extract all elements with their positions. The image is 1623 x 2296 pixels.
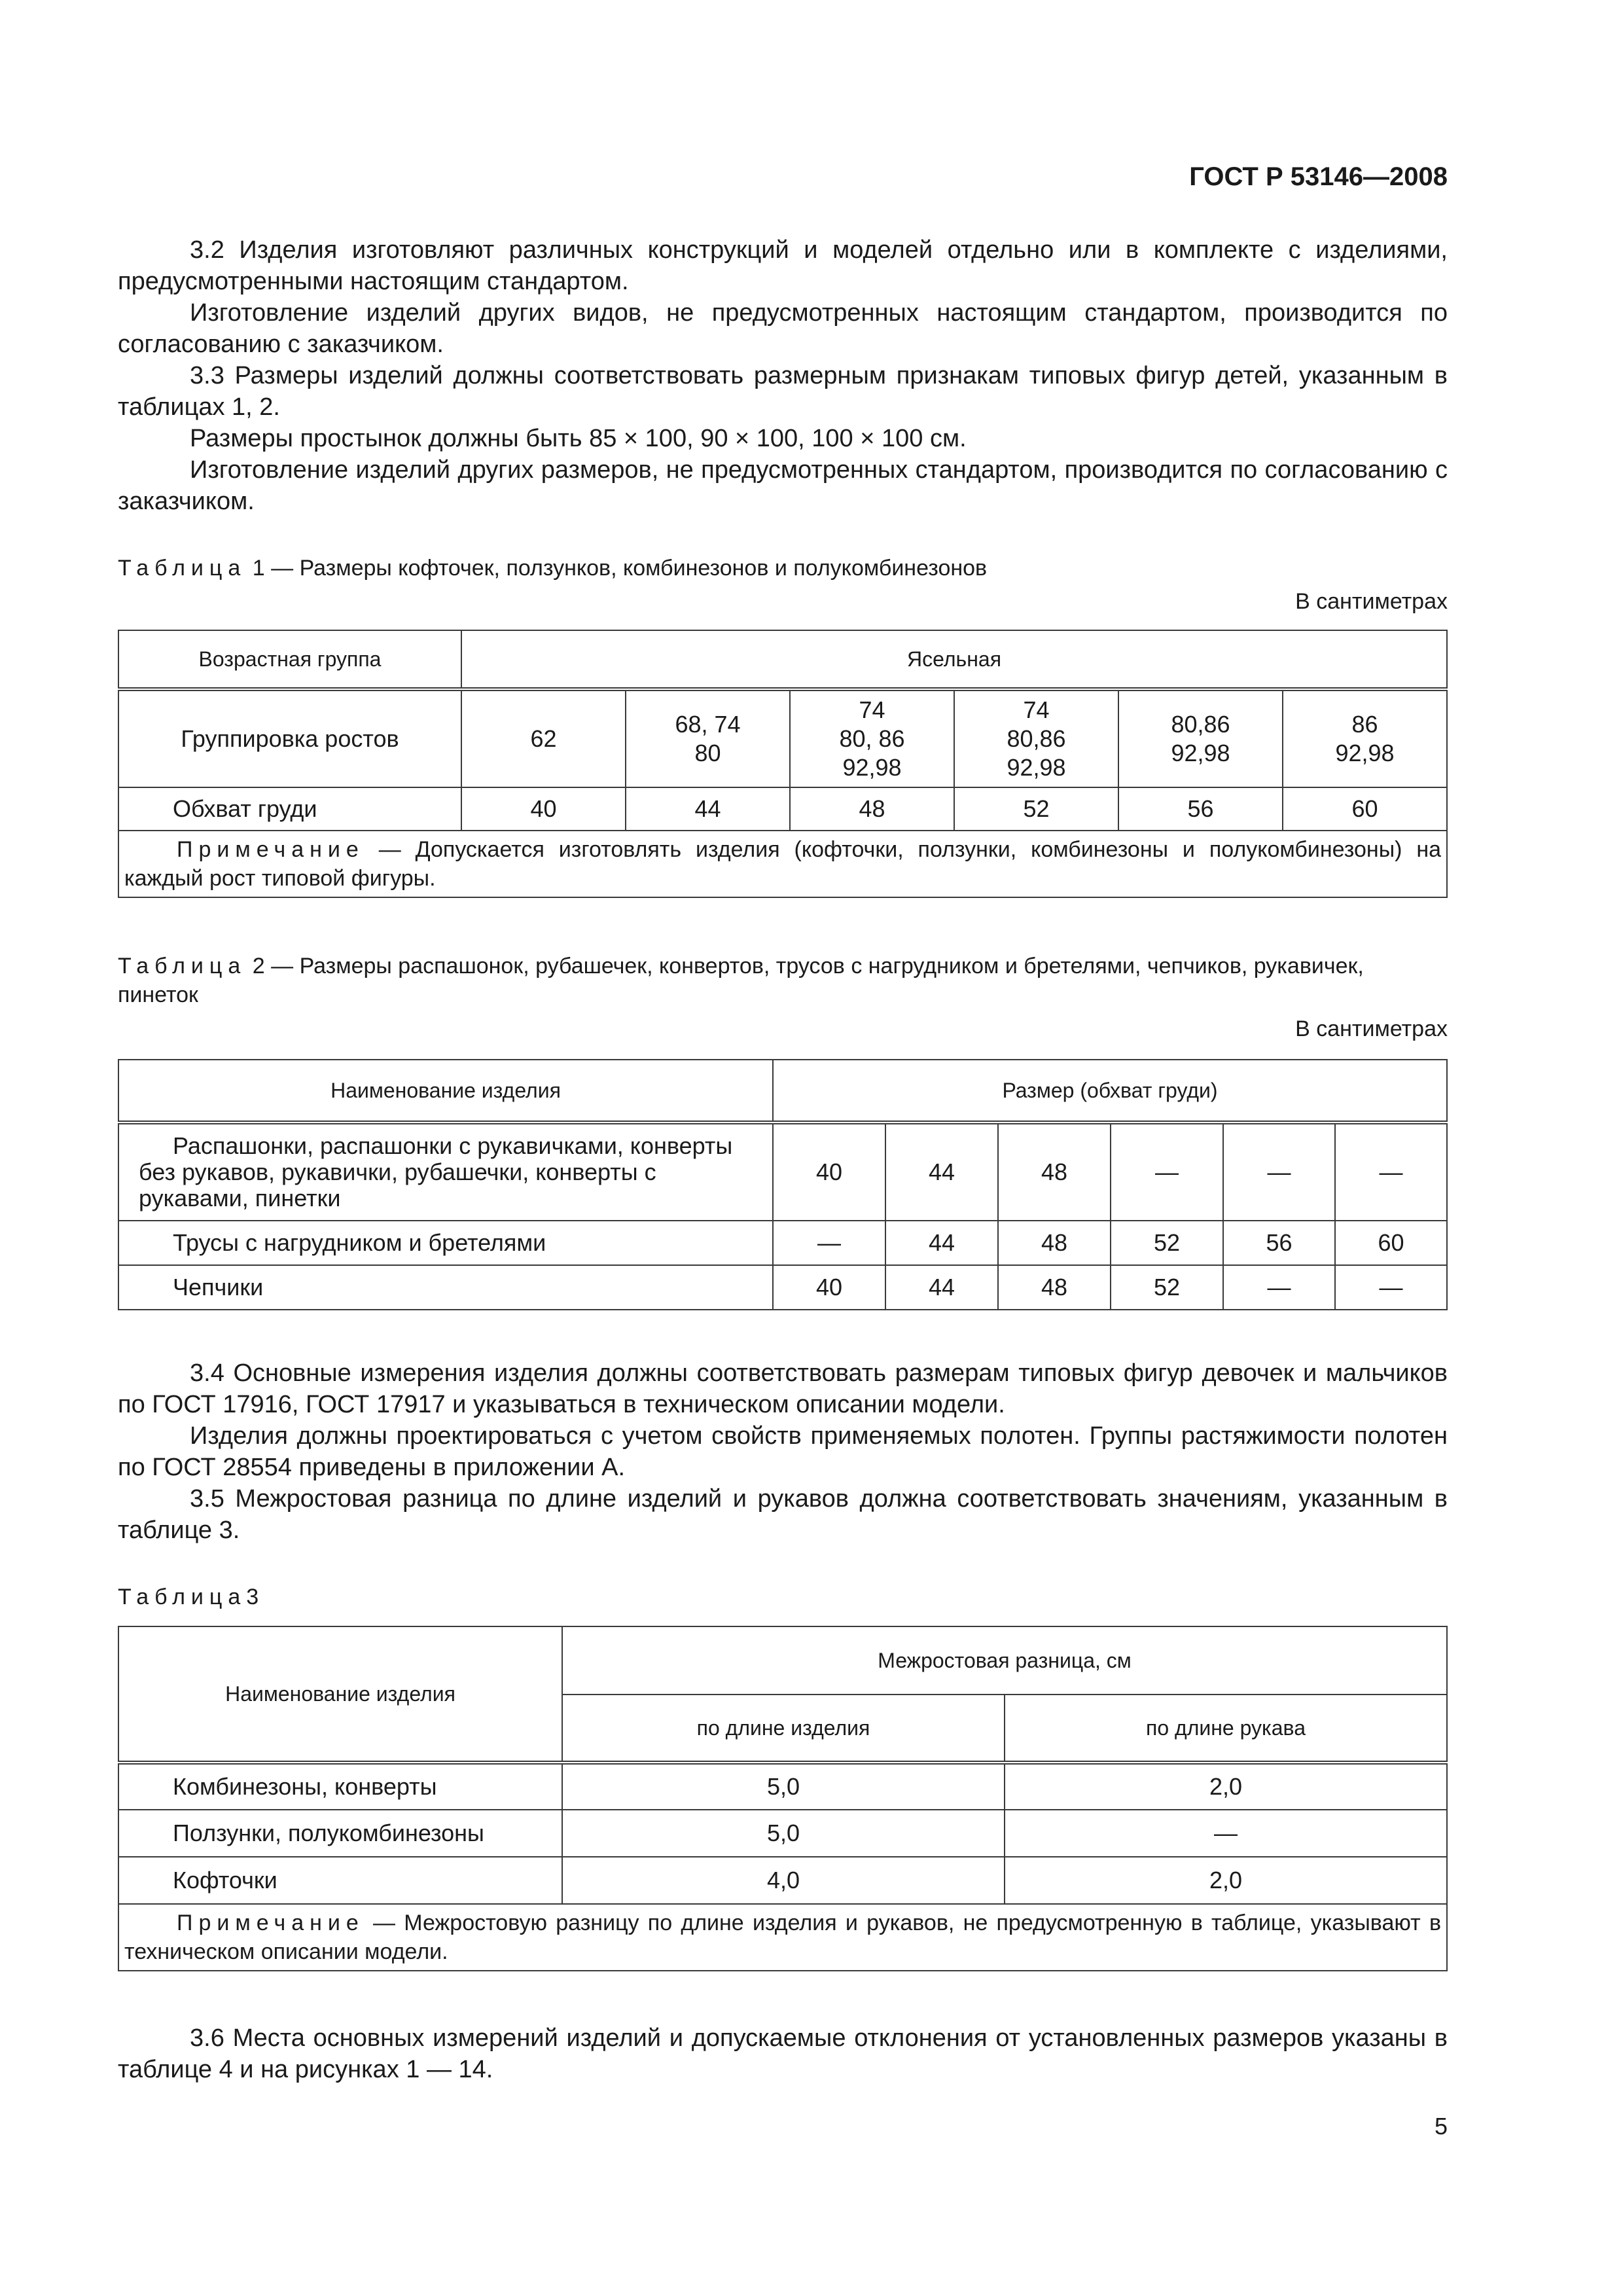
- table1-note-word: Примечание: [177, 837, 365, 862]
- section-3-4-3-5: [118, 1357, 1448, 1546]
- table2-header-size: Размер (обхват груди): [773, 1060, 1447, 1122]
- table2-cell: 40: [773, 1122, 885, 1221]
- table2-cell: —: [773, 1221, 885, 1265]
- table2-caption: [118, 952, 1448, 1009]
- table3-cell: 4,0: [562, 1857, 1005, 1904]
- paragraph: Изготовление изделий других размеров, не предусмотренных стандартом, производится по согласованию с заказчиком.: [118, 456, 1448, 515]
- table2-units: В сантиметрах: [1295, 1016, 1448, 1041]
- table2-cell: —: [1223, 1122, 1335, 1221]
- paragraph: Размеры простынок должны быть 85 × 100, 90 × 100, 100 × 100 см.: [190, 425, 967, 452]
- table1-cell: 56: [1118, 787, 1283, 831]
- table1-cell: 48: [790, 787, 954, 831]
- page-number: 5: [1434, 2113, 1448, 2140]
- table3-cell: 5,0: [562, 1810, 1005, 1857]
- table3-note: [118, 1904, 1447, 1971]
- document-code: ГОСТ Р 53146—2008: [1189, 162, 1448, 191]
- table3-cell: —: [1005, 1810, 1447, 1857]
- table2-row-label: Трусы с нагрудником и бретелями: [118, 1221, 773, 1265]
- table1-caption: [118, 554, 1448, 583]
- table2-caption-text: 2 — Размеры распашонок, рубашечек, конвертов, трусов с нагрудником и бретелями, чепчиков, рукавичек, пинеток: [118, 954, 1364, 1007]
- table2-cell: 52: [1111, 1221, 1223, 1265]
- table3-cell: 2,0: [1005, 1763, 1447, 1810]
- table1-caption-text: 1 — Размеры кофточек, ползунков, комбинезонов и полукомбинезонов: [252, 556, 988, 581]
- paragraph: 3.4 Основные измерения изделия должны соответствовать размерам типовых фигур девочек и мальчиков по ГОСТ 17916, ГОСТ 17917 и указываться в техническом описании модели.: [118, 1359, 1448, 1418]
- table1-cell: 80,86 92,98: [1118, 689, 1283, 787]
- table1-row-chest-label: Обхват груди: [118, 787, 461, 831]
- table2-cell: 44: [885, 1122, 998, 1221]
- table2-cell: 48: [998, 1122, 1111, 1221]
- table1-note-text: — Допускается изготовлять изделия (кофточки, ползунки, комбинезоны и полукомбинезоны) на каждый рост типовой фигуры.: [124, 837, 1442, 891]
- table2-row-label: Распашонки, распашонки с рукавичками, конверты без рукавов, рукавички, рубашечки, конверты с рукавами, пинетки: [118, 1122, 773, 1221]
- table3-row-label: Комбинезоны, конверты: [118, 1763, 562, 1810]
- table2-cell: 40: [773, 1265, 885, 1310]
- table1-cell: 40: [461, 787, 626, 831]
- table2-cell: 48: [998, 1265, 1111, 1310]
- table1-cell: 60: [1283, 787, 1447, 831]
- paragraph: 3.2 Изделия изготовляют различных конструкций и моделей отдельно или в комплекте с изделиями, предусмотренными настоящим стандартом.: [118, 236, 1448, 295]
- table1-cell: 44: [626, 787, 790, 831]
- table1: [118, 630, 1448, 898]
- table2-cell: 60: [1335, 1221, 1447, 1265]
- table1-header-age-group: Возрастная группа: [118, 630, 461, 689]
- table1-cell: 86 92,98: [1283, 689, 1447, 787]
- table2-cell: 44: [885, 1265, 998, 1310]
- table1-cell: 74 80,86 92,98: [954, 689, 1118, 787]
- table2-cell: 48: [998, 1221, 1111, 1265]
- paragraph: 3.5 Межростовая разница по длине изделий и рукавов должна соответствовать значениям, указанным в таблице 3.: [118, 1485, 1448, 1544]
- table3-cell: 5,0: [562, 1763, 1005, 1810]
- paragraph: Изготовление изделий других видов, не предусмотренных настоящим стандартом, производится по согласованию с заказчиком.: [118, 299, 1448, 358]
- table1-units: В сантиметрах: [1295, 589, 1448, 614]
- table1-cell: 62: [461, 689, 626, 787]
- table2-cell: —: [1111, 1122, 1223, 1221]
- paragraph: 3.6 Места основных измерений изделий и допускаемые отклонения от установленных размеров указаны в таблице 4 и на рисунках 1 — 14.: [118, 2024, 1448, 2083]
- section-3-2-3-3: [118, 234, 1448, 517]
- table1-note: [118, 831, 1447, 897]
- table2-cell: —: [1335, 1122, 1447, 1221]
- table2-cell: —: [1335, 1265, 1447, 1310]
- table1-cell: 52: [954, 787, 1118, 831]
- table3: [118, 1626, 1448, 1971]
- table3-row-label: Ползунки, полукомбинезоны: [118, 1810, 562, 1857]
- table1-cell: 74 80, 86 92,98: [790, 689, 954, 787]
- table2-cell: —: [1223, 1265, 1335, 1310]
- table1-header-nursery: Ясельная: [461, 630, 1447, 689]
- table3-header-diff: Межростовая разница, см: [562, 1626, 1447, 1695]
- table2-cell: 52: [1111, 1265, 1223, 1310]
- paragraph: 3.3 Размеры изделий должны соответствовать размерным признакам типовых фигур детей, указанным в таблицах 1, 2.: [118, 362, 1448, 421]
- table1-caption-word: Таблица: [118, 556, 247, 581]
- table1-cell: 68, 74 80: [626, 689, 790, 787]
- table3-header-name: Наименование изделия: [118, 1626, 562, 1763]
- table2-header-name: Наименование изделия: [118, 1060, 773, 1122]
- table2-row-label: Чепчики: [118, 1265, 773, 1310]
- section-3-6: [118, 2022, 1448, 2085]
- table1-row-heights-label: Группировка ростов: [118, 689, 461, 787]
- table3-note-word: Примечание: [177, 1910, 365, 1935]
- table2-cell: 56: [1223, 1221, 1335, 1265]
- paragraph: Изделия должны проектироваться с учетом свойств применяемых полотен. Группы растяжимости полотен по ГОСТ 28554 приведены в приложении А.: [118, 1422, 1448, 1481]
- table3-caption-word: Таблица3: [118, 1585, 265, 1609]
- table3-row-label: Кофточки: [118, 1857, 562, 1904]
- table2-cell: 44: [885, 1221, 998, 1265]
- table3-header-length: по длине изделия: [562, 1695, 1005, 1763]
- table2-caption-word: Таблица: [118, 954, 247, 978]
- table3-header-sleeve: по длине рукава: [1005, 1695, 1447, 1763]
- table3-caption: [118, 1583, 1448, 1611]
- table3-note-text: — Межростовую разницу по длине изделия и рукавов, не предусмотренную в таблице, указывают в техническом описании модели.: [124, 1910, 1441, 1964]
- table2: [118, 1059, 1448, 1310]
- table3-cell: 2,0: [1005, 1857, 1447, 1904]
